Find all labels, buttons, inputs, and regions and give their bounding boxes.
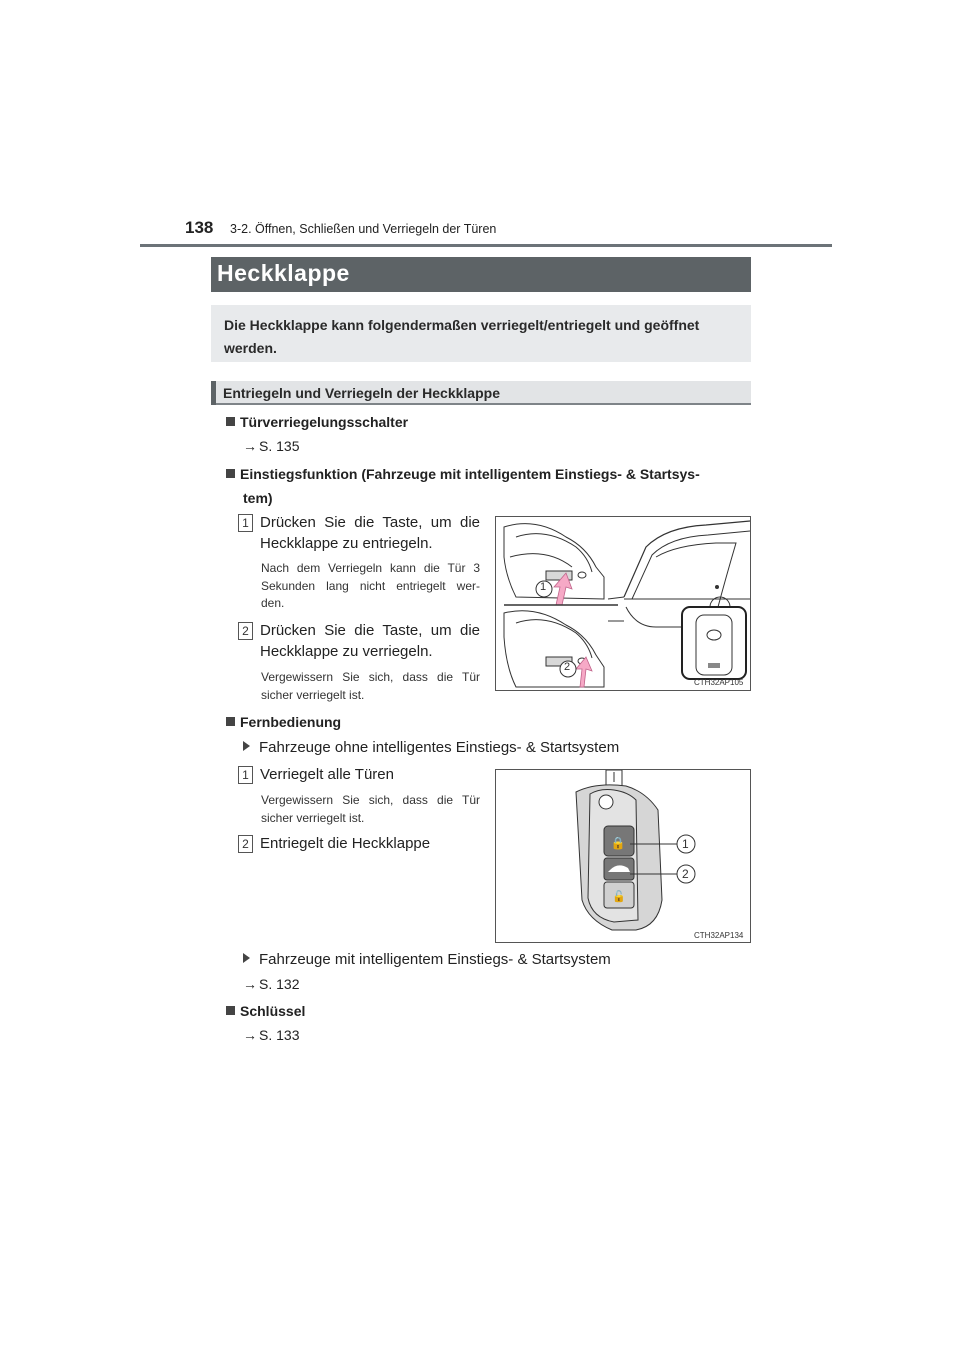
tailgate-illustration xyxy=(496,517,750,690)
entry-step2-text: Drücken Sie die Taste, um die Heckklappe zu verriegeln. xyxy=(260,622,480,660)
subsection-accent xyxy=(211,381,216,405)
page-title: Heckklappe xyxy=(217,260,350,286)
tailgate-figure xyxy=(495,516,751,691)
remote-figure-code: CTH32AP134 xyxy=(694,931,744,940)
figure-code: CTH32AP105 xyxy=(694,678,744,687)
header-rule xyxy=(140,244,832,247)
remote-callout-2: 2 xyxy=(682,867,689,881)
arrow-icon: → xyxy=(243,438,257,454)
entry-step1-note: Nach dem Verriegeln kann die Tür 3 Sekunden lang nicht entriegelt wer- den. xyxy=(261,561,480,610)
remote-heading: Fernbedienung xyxy=(226,711,341,733)
remote-step-number-2: 2 xyxy=(238,835,253,853)
remote-case-a: Fahrzeuge ohne intelligentes Einstiegs- & Startsystem xyxy=(243,737,619,758)
entry-step1-text: Drücken Sie die Taste, um die Heckklappe zu entriegeln. xyxy=(260,514,480,552)
square-bullet-icon xyxy=(226,1006,235,1015)
intro-text: Die Heckklappe kann folgendermaßen verriegelt/entriegelt und geöffnet werden. xyxy=(224,317,700,356)
door-switch-ref[interactable]: → S. 135 xyxy=(243,438,300,454)
page-number: 138 xyxy=(185,218,214,237)
subsection-bar xyxy=(211,381,751,405)
remote-case-b-ref[interactable]: → S. 132 xyxy=(243,976,300,992)
entry-step2-note: Vergewissern Sie sich, dass die Tür sicher verriegelt ist. xyxy=(261,670,480,702)
figure-callout-1: 1 xyxy=(540,581,547,593)
key-heading: Schlüssel xyxy=(226,1000,305,1022)
arrow-icon: → xyxy=(243,976,257,992)
figure-callout-2: 2 xyxy=(564,661,571,673)
square-bullet-icon xyxy=(226,717,235,726)
step-number-2: 2 xyxy=(238,622,253,640)
remote-step1-note: Vergewissern Sie sich, dass die Tür sicher verriegelt ist. xyxy=(261,793,480,825)
entry-function-heading: Einstiegsfunktion (Fahrzeuge mit intelligentem Einstiegs- & Startsys- tem) xyxy=(226,463,756,509)
intro-box xyxy=(211,305,751,362)
svg-text:🔒: 🔒 xyxy=(610,836,626,850)
remote-key-figure xyxy=(495,769,751,943)
door-switch-heading: Türverriegelungsschalter xyxy=(226,411,408,433)
remote-callout-1: 1 xyxy=(682,837,689,851)
remote-case-b: Fahrzeuge mit intelligentem Einstiegs- & Startsystem xyxy=(243,949,611,970)
triangle-bullet-icon xyxy=(243,741,250,751)
arrow-icon: → xyxy=(243,1027,257,1043)
remote-step2-text: Entriegelt die Heckklappe xyxy=(260,835,431,852)
square-bullet-icon xyxy=(226,469,235,478)
key-ref[interactable]: → S. 133 xyxy=(243,1027,300,1043)
square-bullet-icon xyxy=(226,417,235,426)
svg-text:🔓: 🔓 xyxy=(612,890,626,903)
title-bar xyxy=(211,257,751,292)
remote-step1-text: Verriegelt alle Türen xyxy=(260,766,394,783)
subsection-title: Entriegeln und Verriegeln der Heckklappe xyxy=(223,385,500,401)
step-number-1: 1 xyxy=(238,514,253,532)
triangle-bullet-icon xyxy=(243,953,250,963)
remote-key-illustration xyxy=(496,770,750,942)
remote-step-number-1: 1 xyxy=(238,766,253,784)
section-header: 3-2. Öffnen, Schließen und Verriegeln der Türen xyxy=(230,222,497,236)
